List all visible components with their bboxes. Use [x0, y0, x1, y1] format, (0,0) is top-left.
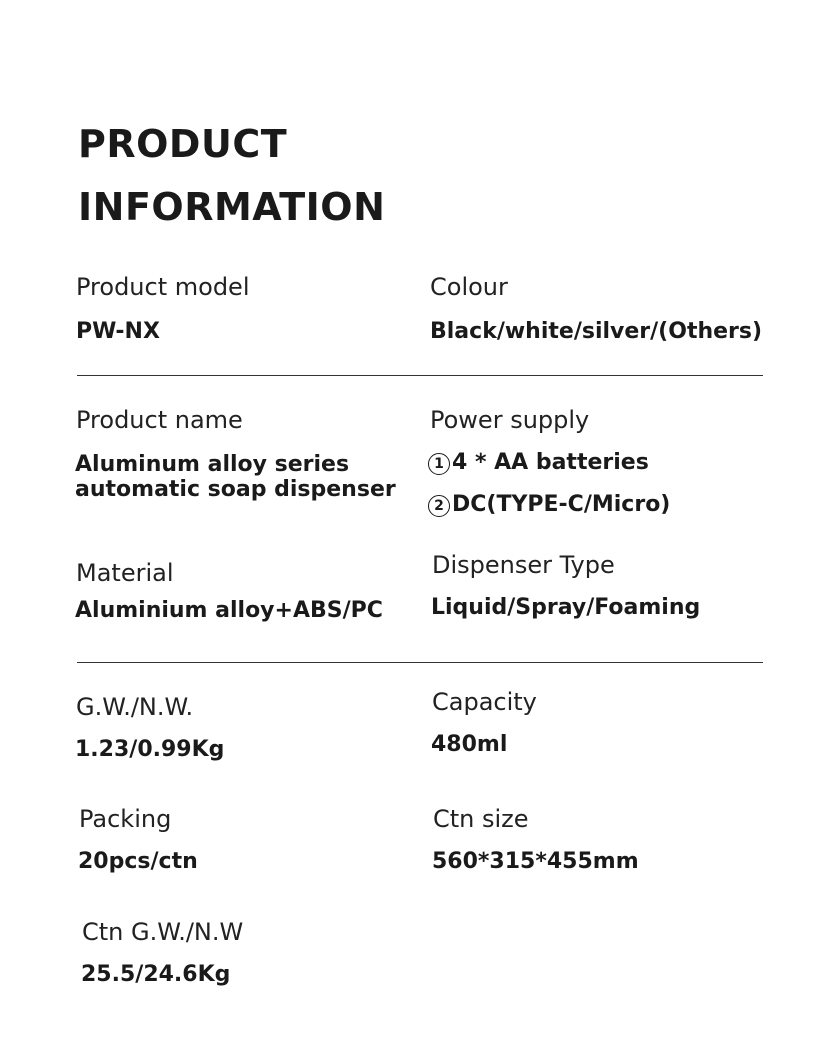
product-model-label: Product model	[76, 273, 250, 301]
dispenser-type-value: Liquid/Spray/Foaming	[431, 595, 701, 620]
divider-2	[77, 662, 763, 663]
power-supply-item-2	[428, 494, 670, 517]
material-value: Aluminium alloy+ABS/PC	[75, 598, 383, 623]
circled-number-1-icon: 1	[428, 453, 450, 475]
power-supply-item-2-text: DC(TYPE-C/Micro)	[452, 492, 671, 517]
divider-1	[77, 375, 763, 376]
product-model-value: PW-NX	[76, 319, 160, 344]
circled-number-2-icon: 2	[428, 495, 450, 517]
packing-label: Packing	[79, 805, 172, 833]
product-name-label: Product name	[76, 406, 243, 434]
material-label: Material	[76, 559, 174, 587]
product-name-value: Aluminum alloy series automatic soap dispenser	[75, 452, 396, 502]
power-supply-label: Power supply	[430, 406, 590, 434]
colour-value: Black/white/silver/(Others)	[430, 319, 763, 344]
ctn-size-value: 560*315*455mm	[432, 849, 639, 874]
packing-value: 20pcs/ctn	[78, 849, 198, 874]
weight-label: G.W./N.W.	[76, 693, 194, 721]
power-supply-item-1-text: 4 * AA batteries	[452, 450, 649, 475]
weight-value: 1.23/0.99Kg	[75, 737, 225, 762]
capacity-label: Capacity	[432, 688, 537, 716]
ctn-weight-label: Ctn G.W./N.W	[82, 918, 244, 946]
dispenser-type-label: Dispenser Type	[432, 551, 615, 579]
colour-label: Colour	[430, 273, 508, 301]
ctn-size-label: Ctn size	[433, 805, 529, 833]
ctn-weight-value: 25.5/24.6Kg	[81, 962, 231, 987]
title-line-1: PRODUCT	[78, 122, 288, 166]
capacity-value: 480ml	[431, 732, 508, 757]
title-line-2: INFORMATION	[78, 185, 386, 229]
power-supply-item-1	[428, 452, 649, 475]
